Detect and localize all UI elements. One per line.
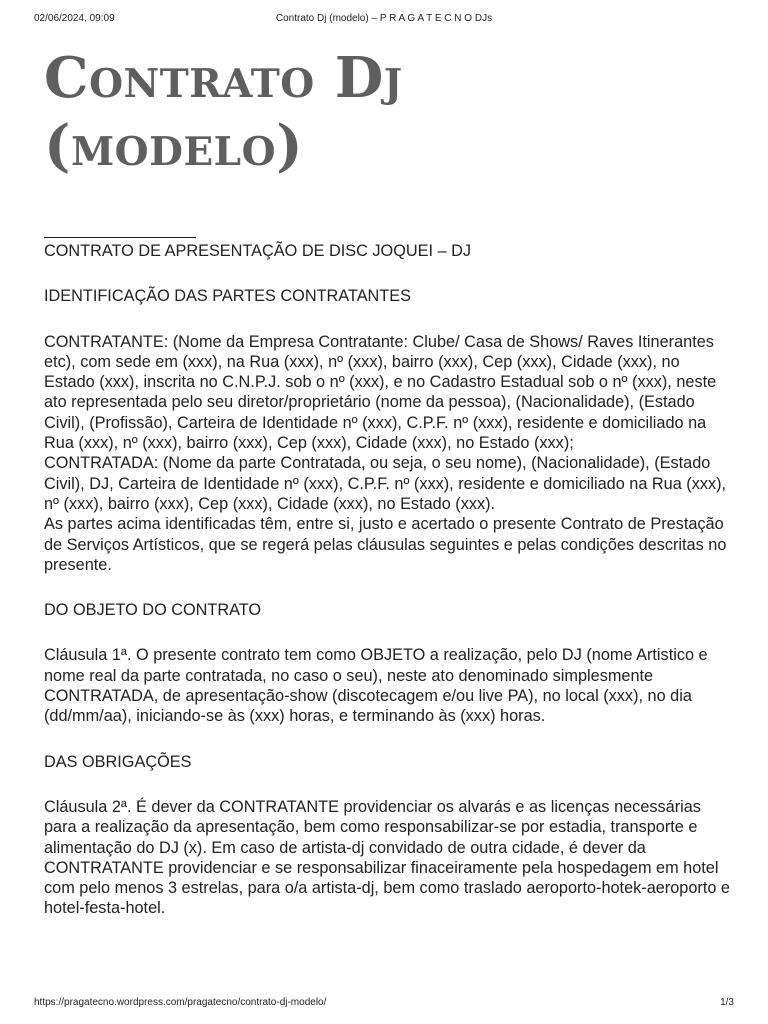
divider [44, 237, 196, 238]
paragraph-contratante: CONTRATANTE: (Nome da Empresa Contratante: Clube/ Casa de Shows/ Raves Itinerantes etc), com sede em (xxx), na Rua (xxx), nº (xxx), bairro (xxx), Cep (xxx), Cidade (xxx), no Estado (xxx), inscrita no C.N.P.J. sob o nº (xxx), e no Cadastro Estadual sob o nº (xxx), neste ato representada pelo seu diretor/proprietário (nome da pessoa), (Nacionalidade), (Estado Civil), (Profissão), Carteira de Identidade nº (xxx), C.P.F. nº (xxx), residente e domiciliado na Rua (xxx), nº (xxx), bairro (xxx), Cep (xxx), Cidade (xxx), no Estado (xxx); [44, 332, 717, 453]
section-heading-obrigacoes: DAS OBRIGAÇÕES [44, 752, 192, 771]
paragraph-clausula-2: Cláusula 2ª. É dever da CONTRATANTE providenciar os alvarás e as licenças necessárias para a realização da apresentação, bem como responsabilizar-se por estadia, transporte e alimentação do DJ (x). Em caso de artista-dj convidado de outra cidade, é dever da CONTRATANTE providenciar e se responsabilizar finaceiramente pela hospedagem em hotel com pelo menos 3 estrelas, para o/a artista-dj, bem como traslado aeroporto-hotek-aeroporto e hotel-festa-hotel. [44, 797, 730, 918]
contract-heading: CONTRATO DE APRESENTAÇÃO DE DISC JOQUEI – DJ [44, 242, 471, 260]
print-datetime: 02/06/2024, 09:09 [34, 13, 115, 24]
print-page-title: Contrato Dj (modelo) – P R A G A T E C N O DJs [275, 13, 493, 24]
print-url: https://pragatecno.wordpress.com/pragatecno/contrato-dj-modelo/ [34, 997, 327, 1008]
section-heading-parties: IDENTIFICAÇÃO DAS PARTES CONTRATANTES [44, 287, 411, 306]
page-title-line-2: (modelo) [44, 113, 304, 179]
page-title-line-1: Contrato Dj [44, 45, 403, 111]
document-body [44, 222, 734, 919]
paragraph-contratada: CONTRATADA: (Nome da parte Contratada, ou seja, o seu nome), (Nacionalidade), (Estado Civil), DJ, Carteira de Identidade nº (xxx), C.P.F. nº (xxx), residente e domiciliado na Rua (xxx), nº (xxx), bairro (xxx), Cep (xxx), Cidade (xxx), no Estado (xxx). [44, 454, 727, 513]
page-number: 1/3 [720, 997, 734, 1008]
page-title [44, 44, 724, 180]
paragraph-partes-acordo: As partes acima identificadas têm, entre si, justo e acertado o presente Contrato de Prestação de Serviços Artísticos, que se regerá pelas cláusulas seguintes e pelas condições descritas no presente. [44, 515, 727, 574]
section-heading-objeto: DO OBJETO DO CONTRATO [44, 601, 262, 620]
paragraph-clausula-1: Cláusula 1ª. O presente contrato tem como OBJETO a realização, pelo DJ (nome Artistico e nome real da parte contratada, no caso o seu), neste ato denominado simplesmente CONTRATADA, de apresentação-show (discotecagem e/ou live PA), no local (xxx), no dia (dd/mm/aa), iniciando-se às (xxx) horas, e terminando às (xxx) horas. [44, 646, 708, 726]
